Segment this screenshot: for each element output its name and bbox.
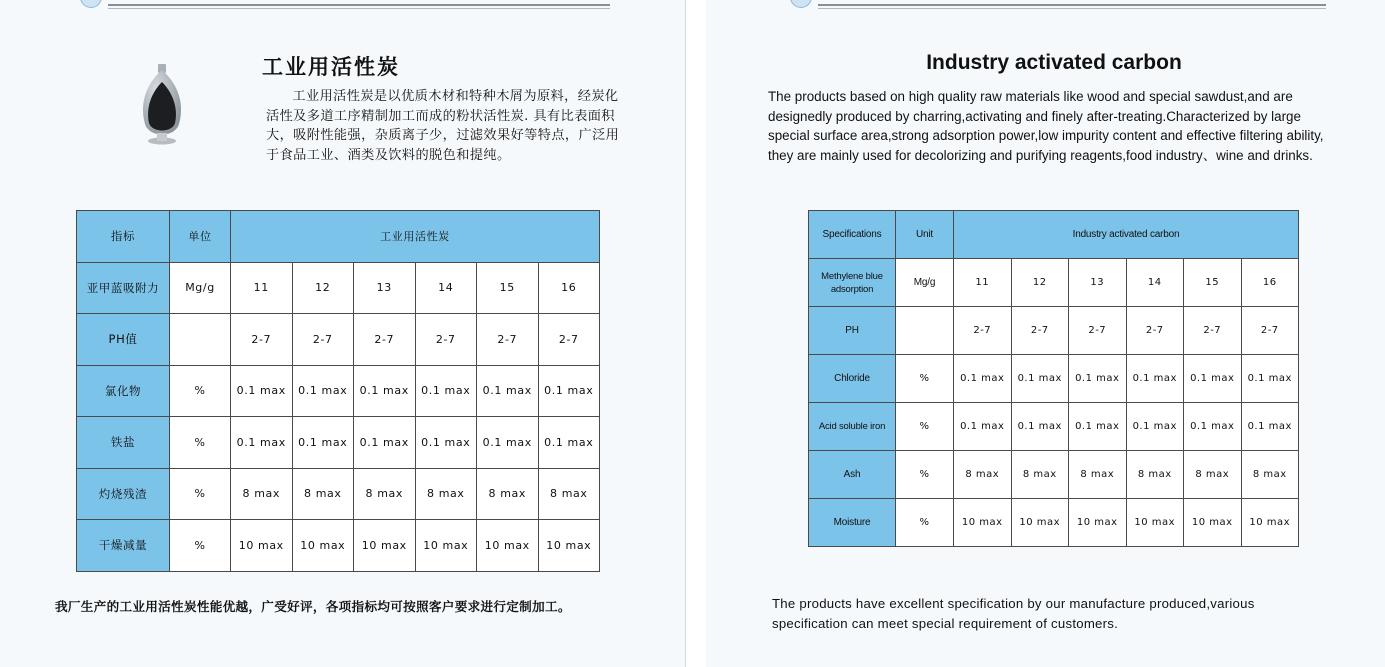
- footer-line: The products have excellent specification by our manufacture produced,various: [772, 596, 1255, 611]
- table-cell: 2-7: [1126, 307, 1184, 355]
- table-row: [809, 499, 1299, 547]
- intro-paragraph-en: [768, 87, 1358, 166]
- row-unit: %: [896, 355, 954, 403]
- footer-line: specification can meet special requirement of customers.: [772, 616, 1119, 631]
- table-cell: 12: [1011, 259, 1069, 307]
- row-unit: %: [896, 451, 954, 499]
- table-row: [77, 365, 600, 417]
- table-cell: 0.1 max: [954, 403, 1012, 451]
- table-cell: 0.1 max: [292, 417, 354, 469]
- header-rule-thin: [108, 8, 610, 9]
- row-label: Moisture: [809, 499, 896, 547]
- row-label: Ash: [809, 451, 896, 499]
- table-cell: 0.1 max: [1184, 355, 1242, 403]
- table-cell: 8 max: [954, 451, 1012, 499]
- intro-line: designedly produced by charring,activating and finely after-treating.Characterized by large: [768, 108, 1301, 124]
- table-cell: 2-7: [231, 314, 293, 366]
- table-cell: 10 max: [415, 520, 477, 572]
- row-label: Chloride: [809, 355, 896, 403]
- row-unit: %: [170, 417, 231, 469]
- table-cell: 0.1 max: [415, 365, 477, 417]
- row-unit: [896, 307, 954, 355]
- table-cell: 0.1 max: [1126, 403, 1184, 451]
- table-cell: 8 max: [477, 468, 539, 520]
- table-row: [809, 355, 1299, 403]
- table-cell: 2-7: [1069, 307, 1127, 355]
- table-cell: 10 max: [538, 520, 600, 572]
- page-title-en: Industry activated carbon: [926, 51, 1182, 74]
- table-cell: 0.1 max: [1069, 355, 1127, 403]
- footer-note-en: [772, 594, 1352, 634]
- table-cell: 13: [1069, 259, 1127, 307]
- table-cell: 10 max: [1126, 499, 1184, 547]
- table-cell: 15: [1184, 259, 1242, 307]
- intro-paragraph-cn: 工业用活性炭是以优质木材和特种木屑为原料，经炭化活性及多道工序精制加工而成的粉状活性炭. 具有比表面积大，吸附性能强，杂质离子少，过滤效果好等特点，广泛用于食品工业、酒类及饮料的脱色和提纯。: [266, 89, 620, 163]
- table-cell: 2-7: [1241, 307, 1299, 355]
- table-cell: 0.1 max: [477, 417, 539, 469]
- table-cell: 14: [1126, 259, 1184, 307]
- table-cell: 0.1 max: [1011, 403, 1069, 451]
- table-row: [809, 307, 1299, 355]
- table-cell: 8 max: [1011, 451, 1069, 499]
- table-row: [77, 262, 600, 314]
- company-logo-icon: [80, 0, 102, 8]
- table-cell: 2-7: [415, 314, 477, 366]
- table-header-row: [809, 211, 1299, 259]
- right-header-rule: [790, 0, 1326, 12]
- table-cell: 2-7: [477, 314, 539, 366]
- header-product: Industry activated carbon: [954, 211, 1299, 259]
- row-unit: [170, 314, 231, 366]
- table-cell: 10 max: [477, 520, 539, 572]
- carbon-powder-flask-icon: [136, 62, 188, 150]
- table-cell: 11: [954, 259, 1012, 307]
- table-cell: 0.1 max: [1184, 403, 1242, 451]
- row-label: 氯化物: [77, 365, 170, 417]
- table-header-row: [77, 211, 600, 263]
- company-logo-icon: [790, 0, 812, 8]
- row-label: PH值: [77, 314, 170, 366]
- intro-line: The products based on high quality raw materials like wood and special sawdust,and are: [768, 89, 1293, 104]
- header-spec: 指标: [77, 211, 170, 263]
- row-unit: %: [896, 499, 954, 547]
- table-cell: 0.1 max: [1241, 355, 1299, 403]
- table-cell: 8 max: [1241, 451, 1299, 499]
- table-cell: 2-7: [354, 314, 416, 366]
- table-cell: 0.1 max: [1011, 355, 1069, 403]
- table-cell: 8 max: [1184, 451, 1242, 499]
- row-unit: %: [170, 520, 231, 572]
- table-cell: 10 max: [292, 520, 354, 572]
- fold-line: [685, 0, 686, 667]
- table-cell: 2-7: [1011, 307, 1069, 355]
- intro-line: they are mainly used for decolorizing and purifying reagents,food industry、wine and drinks.: [768, 148, 1313, 164]
- table-cell: 0.1 max: [1241, 403, 1299, 451]
- table-cell: 8 max: [231, 468, 293, 520]
- table-row: [809, 451, 1299, 499]
- table-row: [77, 520, 600, 572]
- header-unit: 单位: [170, 211, 231, 263]
- table-cell: 10 max: [231, 520, 293, 572]
- table-cell: 0.1 max: [954, 355, 1012, 403]
- table-cell: 2-7: [292, 314, 354, 366]
- table-cell: 0.1 max: [538, 365, 600, 417]
- table-cell: 2-7: [1184, 307, 1242, 355]
- table-cell: 8 max: [1069, 451, 1127, 499]
- table-row: [77, 314, 600, 366]
- table-row: [809, 403, 1299, 451]
- table-cell: 8 max: [1126, 451, 1184, 499]
- table-cell: 0.1 max: [538, 417, 600, 469]
- table-cell: 10 max: [1184, 499, 1242, 547]
- table-row: [77, 417, 600, 469]
- row-unit: Mg/g: [170, 262, 231, 314]
- spec-table-cn: [76, 210, 600, 572]
- intro-line: special surface area,strong adsorption power,low impurity content and effective filtering ability,: [768, 128, 1324, 144]
- table-cell: 8 max: [538, 468, 600, 520]
- table-cell: 0.1 max: [477, 365, 539, 417]
- row-unit: Mg/g: [896, 259, 954, 307]
- header-rule-thick: [108, 4, 610, 6]
- table-cell: 16: [538, 262, 600, 314]
- header-rule-thin: [818, 8, 1326, 9]
- row-unit: %: [170, 365, 231, 417]
- table-cell: 0.1 max: [354, 365, 416, 417]
- table-cell: 14: [415, 262, 477, 314]
- row-label: 亚甲蓝吸附力: [77, 262, 170, 314]
- row-label: 灼烧残渣: [77, 468, 170, 520]
- spec-table-en: [808, 210, 1299, 547]
- table-cell: 10 max: [1069, 499, 1127, 547]
- table-cell: 10 max: [1241, 499, 1299, 547]
- table-cell: 10 max: [354, 520, 416, 572]
- table-cell: 8 max: [415, 468, 477, 520]
- row-label: PH: [809, 307, 896, 355]
- row-label: 铁盐: [77, 417, 170, 469]
- table-cell: 13: [354, 262, 416, 314]
- header-rule-thick: [818, 4, 1326, 6]
- table-row: [809, 259, 1299, 307]
- table-cell: 10 max: [1011, 499, 1069, 547]
- row-unit: %: [170, 468, 231, 520]
- footer-note-cn: 我厂生产的工业用活性炭性能优越，广受好评，各项指标均可按照客户要求进行定制加工。: [55, 599, 571, 614]
- header-unit: Unit: [896, 211, 954, 259]
- row-label: Acid soluble iron: [809, 403, 896, 451]
- table-cell: 10 max: [954, 499, 1012, 547]
- table-cell: 0.1 max: [354, 417, 416, 469]
- table-cell: 0.1 max: [231, 365, 293, 417]
- table-cell: 0.1 max: [292, 365, 354, 417]
- left-header-rule: [80, 0, 610, 12]
- table-row: [77, 468, 600, 520]
- table-cell: 12: [292, 262, 354, 314]
- row-unit: %: [896, 403, 954, 451]
- header-spec: Specifications: [809, 211, 896, 259]
- table-cell: 15: [477, 262, 539, 314]
- row-label: Methylene blue adsorption: [809, 259, 896, 307]
- table-cell: 0.1 max: [415, 417, 477, 469]
- table-cell: 2-7: [954, 307, 1012, 355]
- table-cell: 0.1 max: [1069, 403, 1127, 451]
- table-cell: 0.1 max: [231, 417, 293, 469]
- table-cell: 16: [1241, 259, 1299, 307]
- page-title-cn: 工业用活性炭: [262, 55, 400, 79]
- header-product: 工业用活性炭: [231, 211, 600, 263]
- table-cell: 8 max: [292, 468, 354, 520]
- page-gutter: [685, 0, 706, 667]
- table-cell: 0.1 max: [1126, 355, 1184, 403]
- table-cell: 11: [231, 262, 293, 314]
- row-label: 干燥减量: [77, 520, 170, 572]
- table-cell: 2-7: [538, 314, 600, 366]
- table-cell: 8 max: [354, 468, 416, 520]
